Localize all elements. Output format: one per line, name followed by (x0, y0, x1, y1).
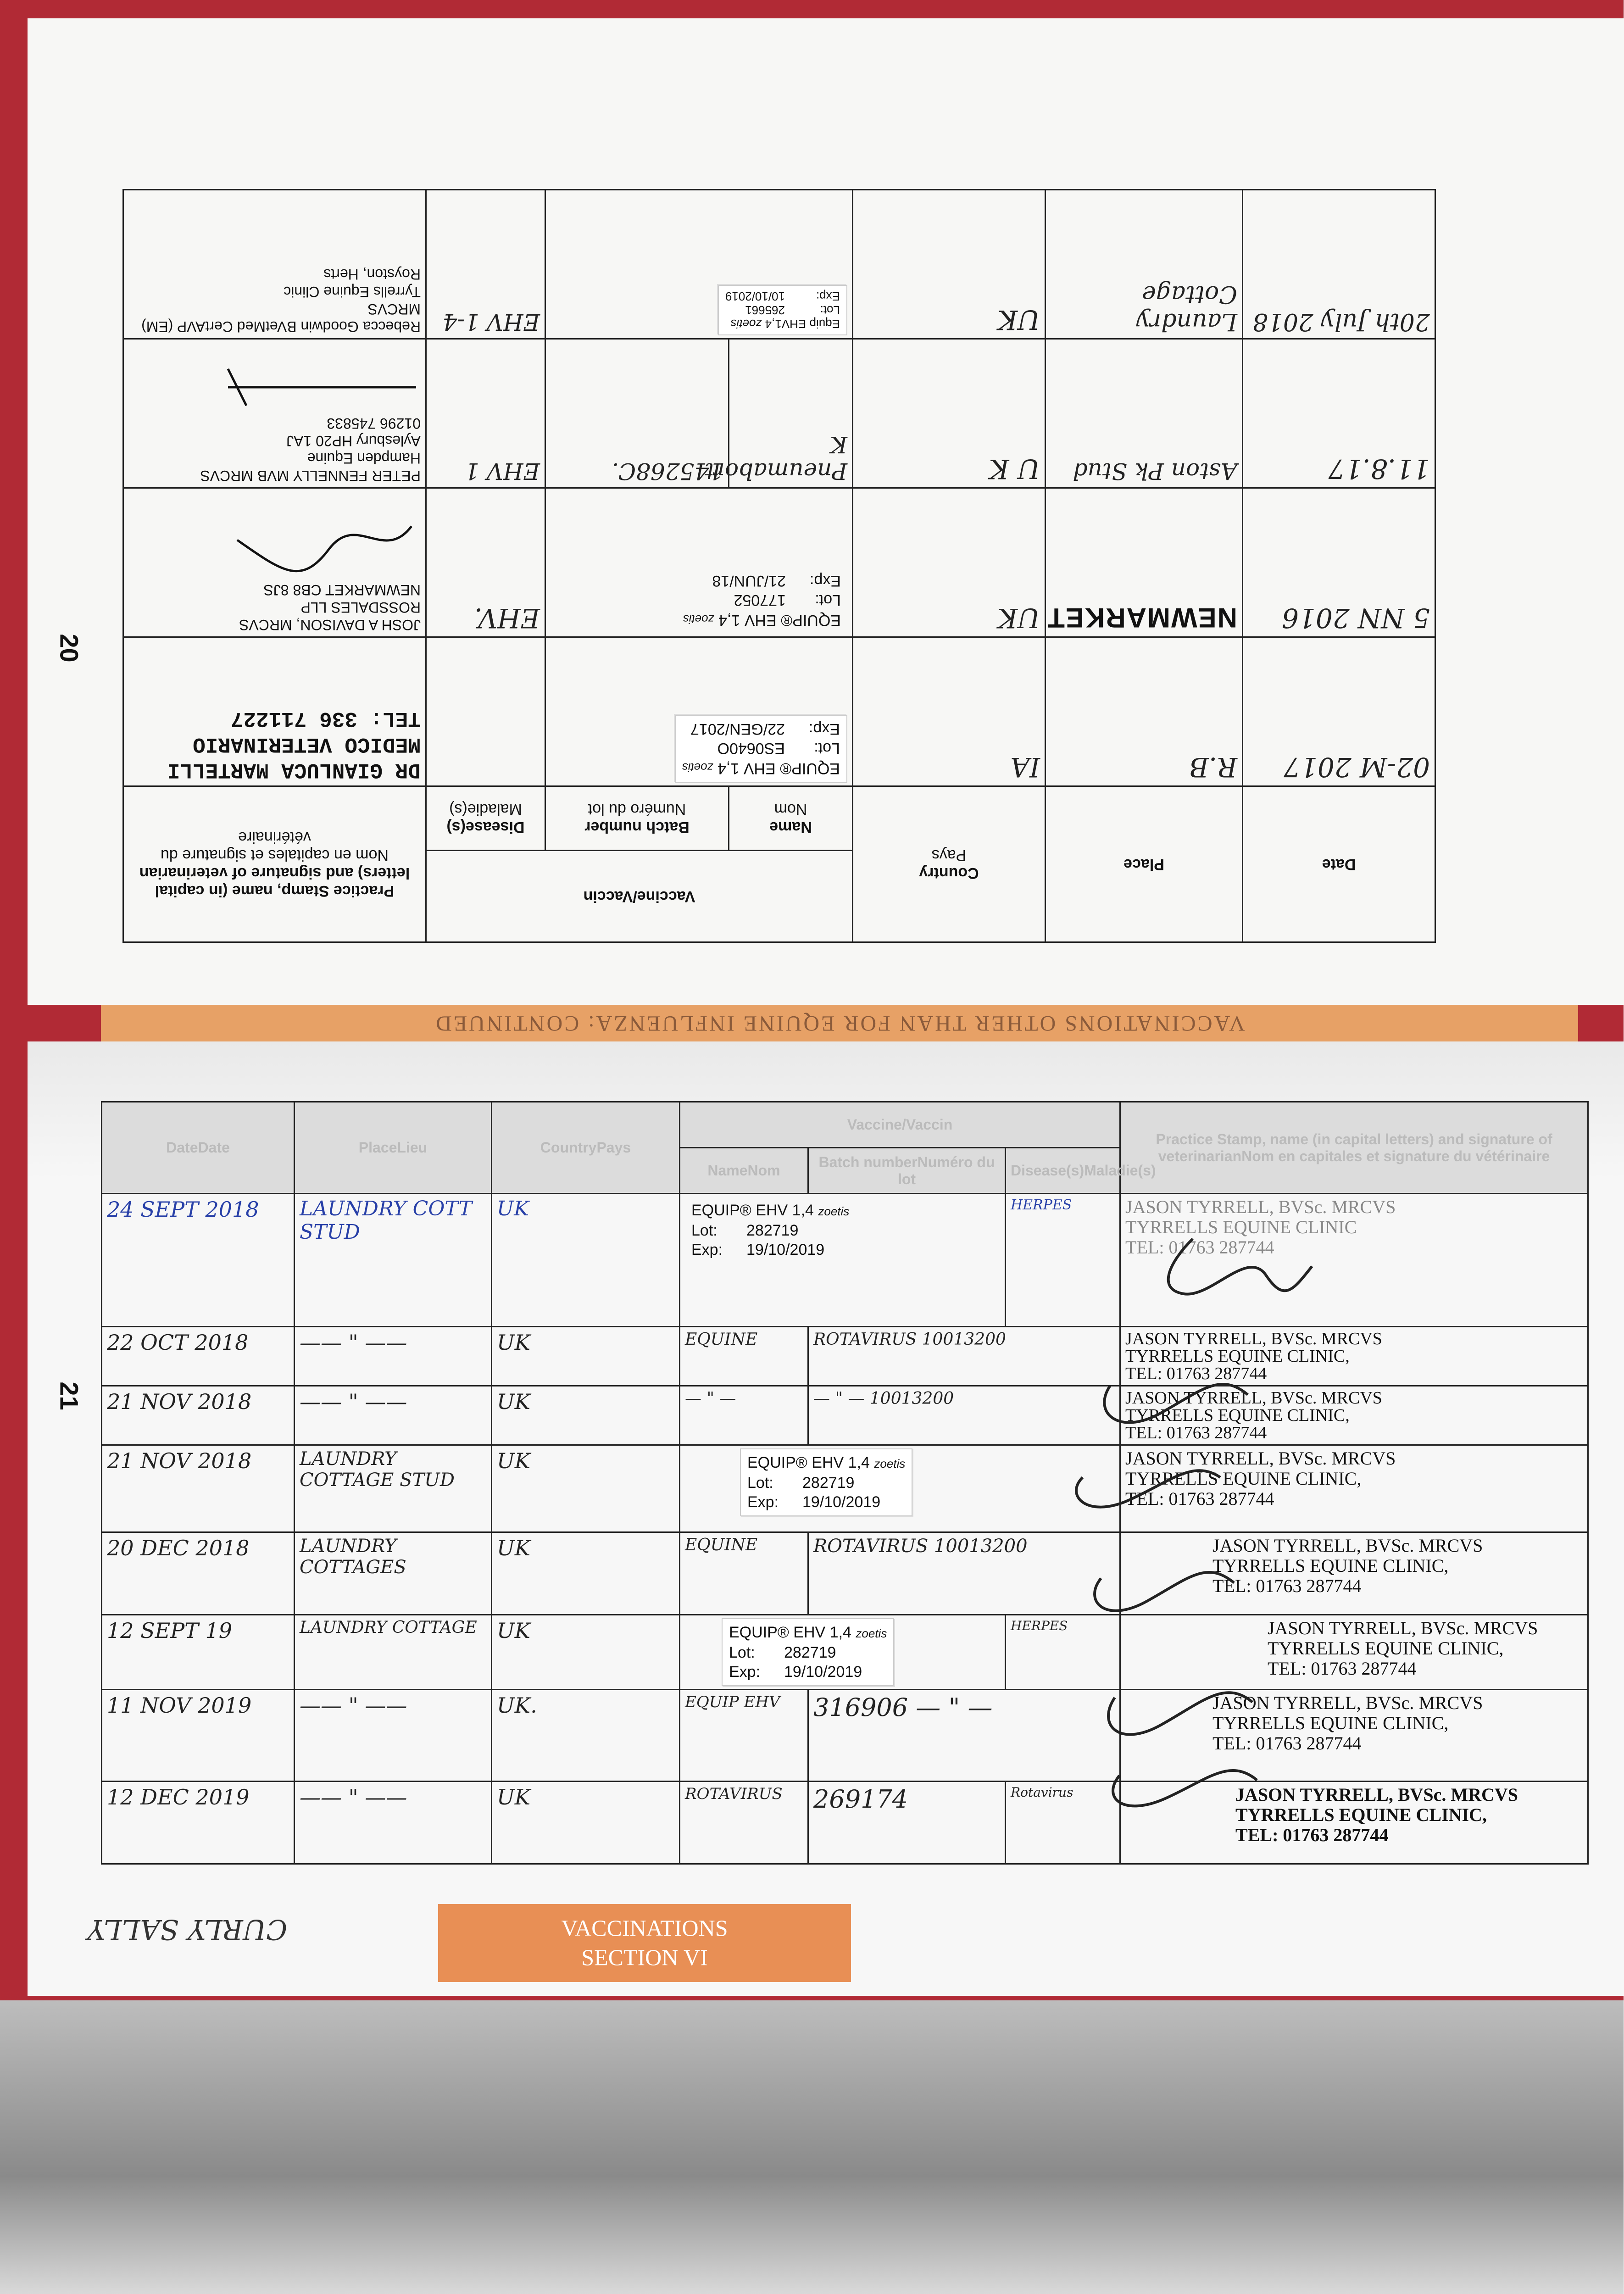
header-batch: Batch numberNuméro du lot (808, 1148, 1006, 1194)
cell-disease: EHV 1 (426, 339, 545, 488)
vet-stamp: JASON TYRRELL, BVSc. MRCVS TYRRELLS EQUINE CLINIC, TEL: 01763 287744 (1120, 1615, 1588, 1690)
page-number-bottom: 21 (55, 1381, 84, 1410)
cell-country: UK (492, 1782, 680, 1864)
cell-place: R.B (1046, 637, 1243, 786)
signature-icon (228, 508, 421, 581)
table-row (123, 488, 1435, 637)
cell-date: 22 OCT 2018 (102, 1327, 295, 1386)
cell-disease: HERPES (1006, 1194, 1120, 1327)
cell-date: 20th July 2018 (1243, 190, 1435, 339)
vaccine-sticker: EQUIP® EHV 1,4 zoetis Lot: 282719 Exp: 19/10/2019 (722, 1618, 894, 1686)
handwritten-margin-note: CURLY SALLY (87, 1913, 288, 1945)
vet-stamp: JASON TYRRELL, BVSc. MRCVS TYRRELLS EQUINE CLINIC, TEL: 01763 287744 (1120, 1532, 1588, 1615)
cell-place: LAUNDRY COTTAGE STUD (295, 1445, 492, 1532)
cell-place: —— " —— (295, 1690, 492, 1782)
vaccine-sticker: Equip EHV1,4 zoetis Lot:265661 Exp:10/10/2019 (718, 285, 847, 335)
cell-vaccine-label (680, 1194, 1006, 1327)
cell-country: UK (492, 1615, 680, 1690)
header-place: PlaceLieu (295, 1102, 492, 1194)
continued-banner: VACCINATIONS OTHER THAN FOR EQUINE INFLUENZA: CONTINUED (101, 1005, 1578, 1041)
cell-vaccine-label (545, 190, 853, 339)
cell-country: UK (492, 1386, 680, 1445)
vet-stamp: JASON TYRRELL, BVSc. MRCVS TYRRELLS EQUINE CLINIC, TEL: 01763 287744 (1120, 1327, 1588, 1386)
header-name: Name Nom (729, 786, 853, 851)
vaccine-sticker: EQUIP® EHV 1,4 zoetis Lot:177052 Exp:21/JUN/18 (683, 572, 841, 629)
cell-date: 11.8.17 (1243, 339, 1435, 488)
cell-batch: 145268C. (545, 339, 729, 488)
vet-stamp: JOSH A DAVISON, MRCVS ROSSDALES LLP NEWMARKET CB8 8JS (123, 488, 426, 637)
cell-disease: Rotavirus (1006, 1782, 1120, 1864)
vet-stamp: JASON TYRRELL, BVSc. MRCVS TYRRELLS EQUINE CLINIC, TEL: 01763 287744 (1120, 1386, 1588, 1445)
vet-stamp: PETER FENNELLY MVB MRCVS Hampden Equine Aylesbury HP20 1AJ 01296 745833 (123, 339, 426, 488)
scanner-background (0, 2000, 1624, 2294)
header-place: Place (1046, 786, 1243, 942)
cell-batch: — " — 10013200 (808, 1386, 1120, 1445)
section-label: VACCINATIONS SECTION VI (438, 1904, 851, 1982)
cell-country: U K (853, 339, 1046, 488)
cell-country: IA (853, 637, 1046, 786)
header-date: DateDate (102, 1102, 295, 1194)
cell-disease: HERPES (1006, 1615, 1120, 1690)
cell-place: Laundry Cottage (1046, 190, 1243, 339)
cell-country: UK (492, 1194, 680, 1327)
cell-batch: ROTAVIRUS 10013200 (808, 1532, 1120, 1615)
table-row (123, 190, 1435, 339)
header-date: Date (1243, 786, 1435, 942)
cell-date: 02-M 2017 (1243, 637, 1435, 786)
cell-country: UK (492, 1327, 680, 1386)
cell-country: UK (853, 488, 1046, 637)
header-vaccine: Vaccine/Vaccin (426, 851, 852, 942)
vaccine-sticker: EQUIP® EHV 1,4 zoetis Lot: 282719 Exp: 19/10/2019 (740, 1448, 912, 1516)
cell-date: 5 NN 2016 (1243, 488, 1435, 637)
cell-date: 11 NOV 2019 (102, 1690, 295, 1782)
cell-batch: ROTAVIRUS 10013200 (808, 1327, 1120, 1386)
cell-country: UK (853, 190, 1046, 339)
cell-disease: EHV 1-4 (426, 190, 545, 339)
header-stamp: Practice Stamp, name (in capital letters) and signature of veterinarian Nom en capitales et signature du vétérinaire (123, 786, 426, 942)
header-batch: Batch number Numéro du lot (545, 786, 729, 851)
table-row (123, 339, 1435, 488)
cell-batch: 269174 (808, 1782, 1006, 1864)
vet-stamp: JASON TYRRELL, BVSc. MRCVS TYRRELLS EQUINE CLINIC, TEL: 01763 287744 (1120, 1690, 1588, 1782)
cell-vaccine-name: EQUINE (680, 1327, 808, 1386)
cell-disease (426, 637, 545, 786)
header-country: CountryPays (492, 1102, 680, 1194)
header-disease: Disease(s) Maladie(s) (426, 786, 545, 851)
header-stamp: Practice Stamp, name (in capital letters) and signature of veterinarianNom en capitales et signature du vétérinaire (1120, 1102, 1588, 1194)
cell-date: 21 NOV 2018 (102, 1386, 295, 1445)
vet-stamp: DR GIANLUCA MARTELLI MEDICO VETERINARIO TEL: 336 711227 (123, 637, 426, 786)
cell-vaccine-label (545, 637, 853, 786)
cell-country: UK (492, 1445, 680, 1532)
header-country: Country Pays (853, 786, 1046, 942)
vet-stamp: Rebecca Goodwin BVetMed CertAVP (EM) MRCVS Tyrrells Equine Clinic Royston, Herts (123, 190, 426, 339)
cell-place: —— " —— (295, 1782, 492, 1864)
header-vaccine: Vaccine/Vaccin (680, 1102, 1120, 1148)
cell-disease: EHV. (426, 488, 545, 637)
cell-vaccine-name: ROTAVIRUS (680, 1782, 808, 1864)
header-disease: Disease(s)Maladie(s) (1006, 1148, 1120, 1194)
signature-icon (200, 364, 421, 415)
vet-stamp: JASON TYRRELL, BVSc. MRCVS TYRRELLS EQUINE CLINIC, TEL: 01763 287744 (1120, 1782, 1588, 1864)
cell-date: 21 NOV 2018 (102, 1445, 295, 1532)
cell-vaccine-name: Pneumabort K (729, 339, 853, 488)
cell-vaccine-name: EQUINE (680, 1532, 808, 1615)
vet-stamp: JASON TYRRELL, BVSc. MRCVS TYRRELLS EQUINE CLINIC, TEL: 01763 287744 (1120, 1445, 1588, 1532)
vaccine-sticker: EQUIP® EHV 1,4 zoetis Lot: 282719 Exp: 19/10/2019 (691, 1202, 850, 1258)
cell-vaccine-name: EQUIP EHV (680, 1690, 808, 1782)
cell-place: LAUNDRY COTTAGES (295, 1532, 492, 1615)
header-name: NameNom (680, 1148, 808, 1194)
cell-place: LAUNDRY COTTAGE (295, 1615, 492, 1690)
cell-country: UK. (492, 1690, 680, 1782)
cell-date: 20 DEC 2018 (102, 1532, 295, 1615)
cell-place: NEWMARKET (1046, 488, 1243, 637)
vet-stamp: JASON TYRRELL, BVSc. MRCVS TYRRELLS EQUINE CLINIC TEL: 01763 287744 (1120, 1194, 1588, 1327)
cell-place: —— " —— (295, 1386, 492, 1445)
cell-place: Aston Pk Stud (1046, 339, 1243, 488)
cell-place: —— " —— (295, 1327, 492, 1386)
vaccine-sticker: EQUIP® EHV 1,4 zoetis Lot:ES0640O Exp:22/GEN/2017 (675, 715, 847, 783)
cell-vaccine-label (545, 488, 853, 637)
page-number-top: 20 (55, 634, 84, 663)
cell-date: 12 DEC 2019 (102, 1782, 295, 1864)
upside-down-vaccination-table (124, 190, 1436, 943)
table-row (123, 637, 1435, 786)
cell-batch: 316906 — " — (808, 1690, 1120, 1782)
cell-vaccine-name: — " — (680, 1386, 808, 1445)
cell-vaccine-label (680, 1615, 1006, 1690)
cell-country: UK (492, 1532, 680, 1615)
cell-place: LAUNDRY COTT STUD (295, 1194, 492, 1327)
cell-date: 12 SEPT 19 (102, 1615, 295, 1690)
cell-vaccine-label (680, 1445, 1120, 1532)
cell-date: 24 SEPT 2018 (102, 1194, 295, 1327)
signature-icon (1055, 1220, 1376, 1863)
